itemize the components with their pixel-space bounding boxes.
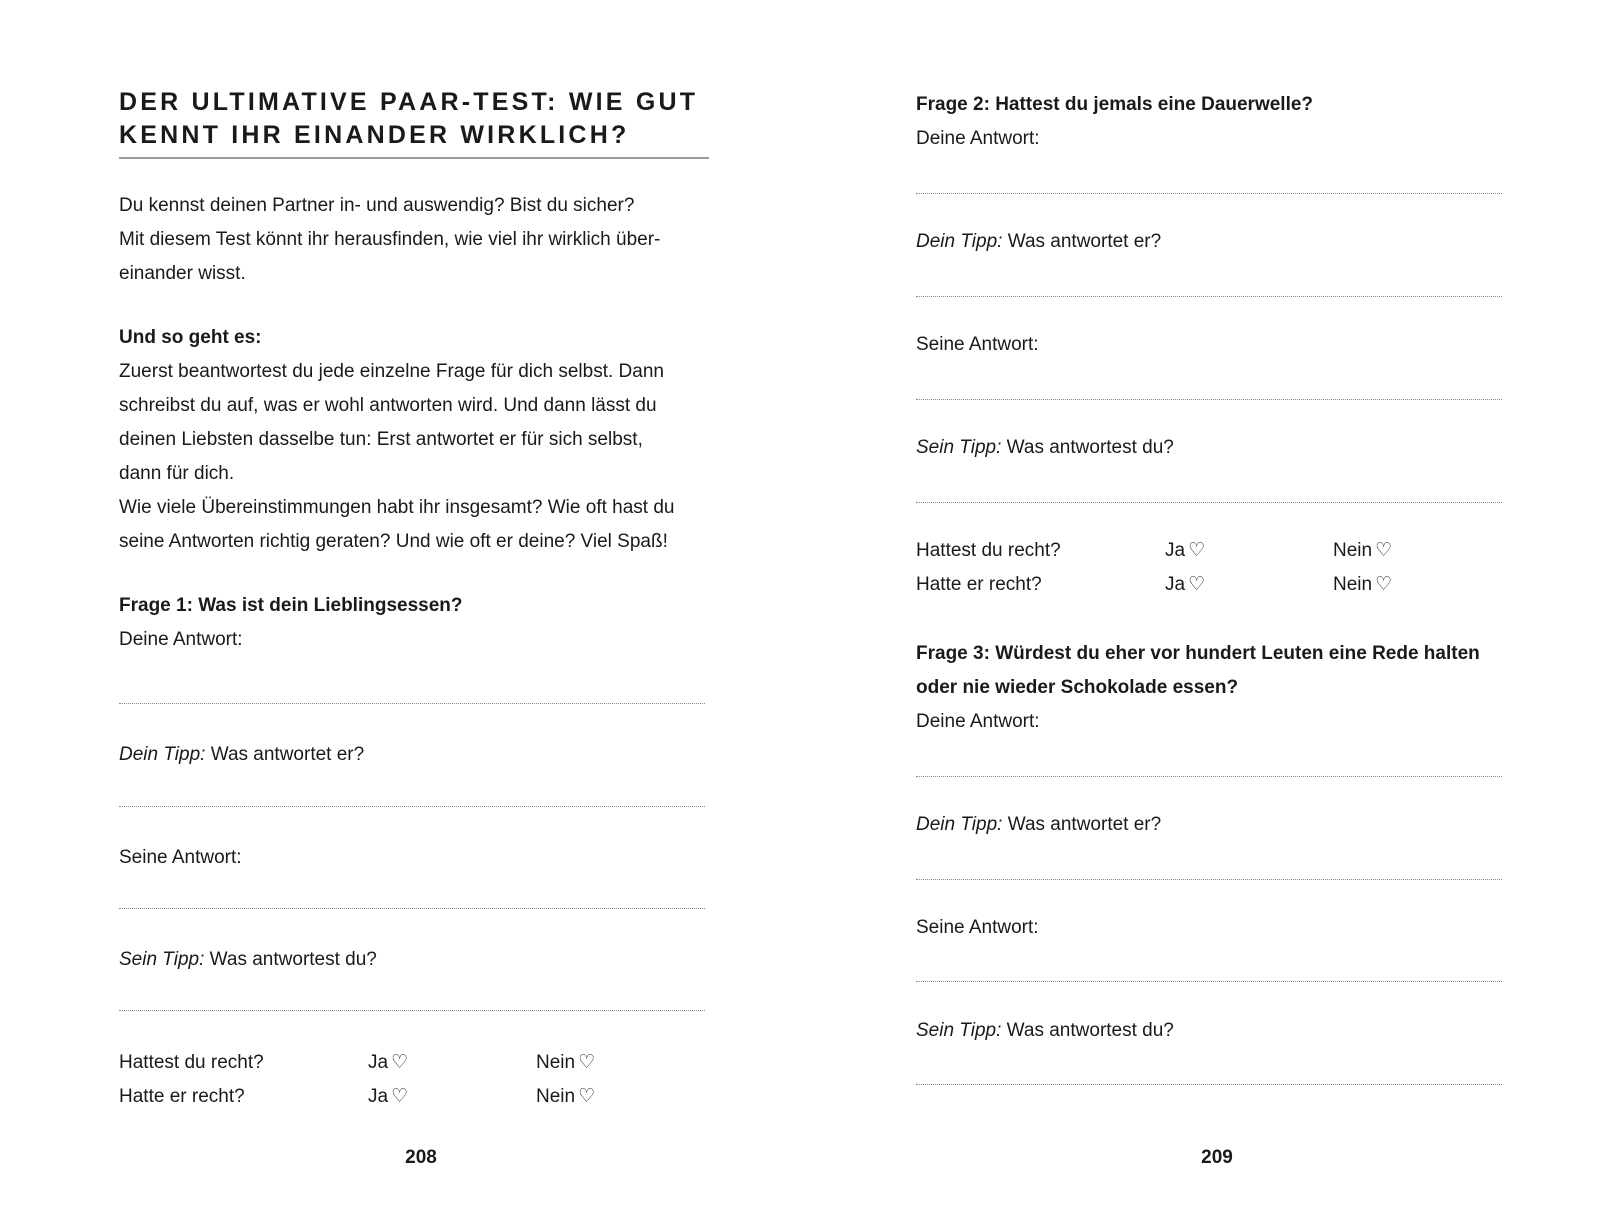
- heart-outline-icon[interactable]: ♡: [391, 1052, 409, 1073]
- heart-outline-icon[interactable]: ♡: [1188, 574, 1206, 595]
- q1-check-you-no[interactable]: [536, 1046, 595, 1080]
- q1-check-you-label: Hattest du recht?: [119, 1052, 264, 1073]
- yes-label: Ja: [1165, 574, 1186, 595]
- howto-section: [119, 321, 709, 559]
- q2-check-him-yes[interactable]: [1165, 568, 1205, 602]
- q1-check-him-no[interactable]: [536, 1080, 595, 1114]
- heart-outline-icon[interactable]: ♡: [1188, 540, 1206, 561]
- tip-text: Was antwortet er?: [1002, 814, 1162, 835]
- yes-label: Ja: [1165, 540, 1186, 561]
- howto-line: dann für dich.: [119, 463, 235, 484]
- no-label: Nein: [1333, 540, 1373, 561]
- q2-your-tip-label: [916, 225, 1161, 259]
- intro-line: Du kennst deinen Partner in- und auswendig? Bist du sicher?: [119, 195, 635, 216]
- q2-check-him-label: Hatte er recht?: [916, 574, 1042, 595]
- q1-your-tip-line[interactable]: [119, 806, 705, 807]
- tip-emphasis: Dein Tipp:: [916, 814, 1003, 835]
- page-number: 208: [405, 1147, 437, 1168]
- tip-text: Was antwortet er?: [1002, 231, 1162, 252]
- tip-text: Was antwortest du?: [1001, 1020, 1174, 1041]
- q3-your-tip-label: [916, 808, 1161, 842]
- tip-emphasis: Sein Tipp:: [119, 949, 205, 970]
- q1-your-answer-line[interactable]: [119, 703, 705, 704]
- q2-his-tip-label: [916, 431, 1174, 465]
- heart-outline-icon[interactable]: ♡: [1375, 540, 1393, 561]
- q2-check-you-no[interactable]: [1333, 534, 1392, 568]
- question-3-title-line-2: oder nie wieder Schokolade essen?: [916, 677, 1239, 698]
- q3-your-tip-line[interactable]: [916, 879, 1502, 880]
- q1-his-answer-line[interactable]: [119, 908, 705, 909]
- title-underline: [119, 157, 709, 159]
- no-label: Nein: [1333, 574, 1373, 595]
- intro-line: Mit diesem Test könnt ihr herausfinden, wie viel ihr wirklich über-: [119, 229, 661, 250]
- q2-check-you-label: Hattest du recht?: [916, 540, 1061, 561]
- tip-emphasis: Sein Tipp:: [916, 1020, 1002, 1041]
- howto-line: Zuerst beantwortest du jede einzelne Frage für dich selbst. Dann: [119, 361, 664, 382]
- question-3-title-line-1: Frage 3: Würdest du eher vor hundert Leuten eine Rede halten: [916, 643, 1480, 664]
- q3-his-tip-line[interactable]: [916, 1084, 1502, 1085]
- heart-outline-icon[interactable]: ♡: [391, 1086, 409, 1107]
- q1-his-tip-line[interactable]: [119, 1010, 705, 1011]
- tip-emphasis: Sein Tipp:: [916, 437, 1002, 458]
- question-2-title: Frage 2: Hattest du jemals eine Dauerwelle?: [916, 94, 1314, 115]
- q1-check-you-yes[interactable]: [368, 1046, 408, 1080]
- q1-check-him-yes[interactable]: [368, 1080, 408, 1114]
- intro-line: einander wisst.: [119, 263, 246, 284]
- tip-text: Was antwortest du?: [204, 949, 377, 970]
- page-number: 209: [1201, 1147, 1233, 1168]
- howto-line: seine Antworten richtig geraten? Und wie oft er deine? Viel Spaß!: [119, 531, 668, 552]
- tip-emphasis: Dein Tipp:: [119, 744, 206, 765]
- howto-line: schreibst du auf, was er wohl antworten wird. Und dann lässt du: [119, 395, 657, 416]
- q1-your-answer-label: Deine Antwort:: [119, 629, 243, 650]
- heart-outline-icon[interactable]: ♡: [1375, 574, 1393, 595]
- q2-his-answer-line[interactable]: [916, 399, 1502, 400]
- q2-his-tip-line[interactable]: [916, 502, 1502, 503]
- q1-his-answer-label: Seine Antwort:: [119, 847, 242, 868]
- q2-his-answer-label: Seine Antwort:: [916, 334, 1039, 355]
- howto-heading: Und so geht es:: [119, 327, 262, 348]
- q2-your-answer-label: Deine Antwort:: [916, 128, 1040, 149]
- q2-check-him-no[interactable]: [1333, 568, 1392, 602]
- tip-emphasis: Dein Tipp:: [916, 231, 1003, 252]
- yes-label: Ja: [368, 1086, 389, 1107]
- q3-his-answer-label: Seine Antwort:: [916, 917, 1039, 938]
- heart-outline-icon[interactable]: ♡: [578, 1086, 596, 1107]
- page-title: DER ULTIMATIVE PAAR-TEST: WIE GUT KENNT IHR EINANDER WIRKLICH?: [119, 88, 699, 149]
- intro-paragraph: [119, 189, 709, 291]
- question-1-title: Frage 1: Was ist dein Lieblingsessen?: [119, 595, 463, 616]
- q3-your-answer-label: Deine Antwort:: [916, 711, 1040, 732]
- no-label: Nein: [536, 1052, 576, 1073]
- tip-text: Was antwortet er?: [205, 744, 365, 765]
- q3-his-answer-line[interactable]: [916, 981, 1502, 982]
- right-page: [803, 0, 1606, 1211]
- heart-outline-icon[interactable]: ♡: [578, 1052, 596, 1073]
- howto-line: deinen Liebsten dasselbe tun: Erst antwortet er für sich selbst,: [119, 429, 643, 450]
- q3-his-tip-label: [916, 1014, 1174, 1048]
- q2-your-answer-line[interactable]: [916, 193, 1502, 194]
- q3-your-answer-line[interactable]: [916, 776, 1502, 777]
- q2-your-tip-line[interactable]: [916, 296, 1502, 297]
- no-label: Nein: [536, 1086, 576, 1107]
- q1-your-tip-label: [119, 738, 364, 772]
- howto-line: Wie viele Übereinstimmungen habt ihr insgesamt? Wie oft hast du: [119, 497, 675, 518]
- q1-check-him-label: Hatte er recht?: [119, 1086, 245, 1107]
- q1-his-tip-label: [119, 943, 377, 977]
- tip-text: Was antwortest du?: [1001, 437, 1174, 458]
- q2-check-you-yes[interactable]: [1165, 534, 1205, 568]
- yes-label: Ja: [368, 1052, 389, 1073]
